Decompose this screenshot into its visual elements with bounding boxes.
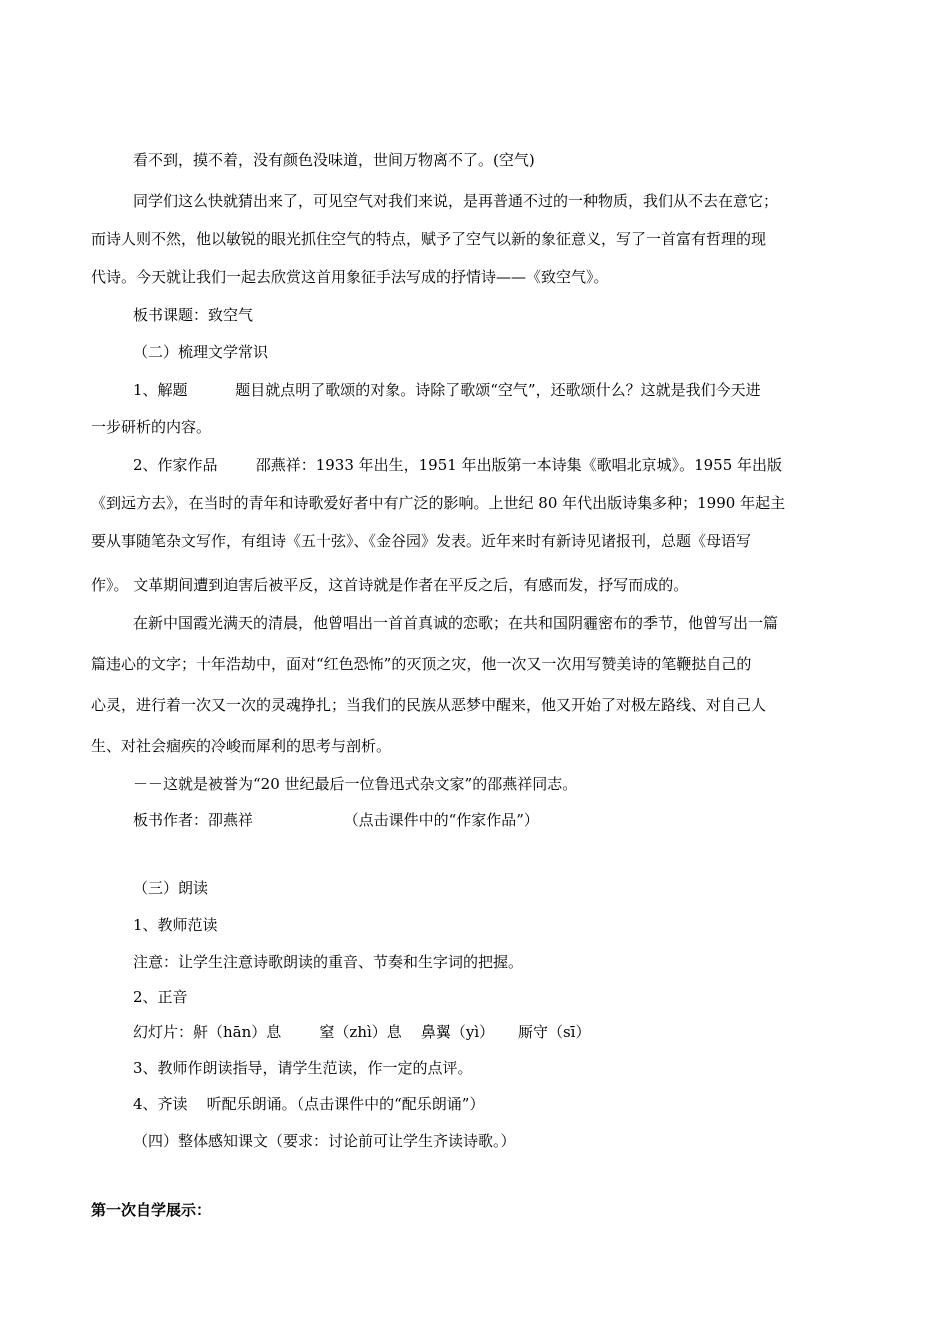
text-line: 4、齐读 听配乐朗诵。（点击课件中的“配乐朗诵”）: [133, 1095, 485, 1113]
text-line: 在新中国霞光满天的清晨，他曾唱出一首首真诚的恋歌；在共和国阴霾密布的季节，他曾写出一篇: [133, 614, 779, 632]
bold-heading: 第一次自学展示：: [91, 1201, 212, 1219]
text-line: 1、教师范读: [133, 916, 218, 934]
text-line: 代诗。今天就让我们一起去欣赏这首用象征手法写成的抒情诗——《致空气》。: [91, 268, 609, 286]
text-line: 2、作家作品 邵燕祥：1933 年出生，1951 年出版第一本诗集《歌唱北京城》。1955 年出版: [133, 456, 783, 474]
text-line: 作》。 文革期间遭到迫害后被平反，这首诗就是作者在平反之后，有感而发，抒写而成的。: [91, 576, 689, 594]
text-line: 看不到，摸不着，没有颜色没味道，世间万物离不了。(空气): [133, 151, 535, 169]
text-line: 篇违心的文字；十年浩劫中，面对“红色恐怖”的灭顶之灾，他一次又一次用写赞美诗的笔鞭挞自己的: [91, 655, 752, 673]
text-line: 《到远方去》，在当时的青年和诗歌爱好者中有广泛的影响。上世纪 80 年代出版诗集多种；1990 年起主: [91, 494, 786, 512]
section-heading: （二）梳理文学常识: [133, 343, 269, 361]
section-heading: （三）朗读: [133, 879, 209, 897]
text-line: 同学们这么快就猜出来了，可见空气对我们来说，是再普通不过的一种物质，我们从不去在意它；: [133, 192, 779, 210]
text-line: 2、正音: [133, 988, 188, 1006]
text-line: 要从事随笔杂文写作，有组诗《五十弦》、《金谷园》发表。近年来时有新诗见诸报刊，总题《母语写: [91, 532, 752, 550]
text-line: －－这就是被誉为“20 世纪最后一位鲁迅式杂文家”的邵燕祥同志。: [133, 775, 578, 793]
text-line: 注意：让学生注意诗歌朗读的重音、节奏和生字词的把握。: [133, 953, 524, 971]
text-line: 板书作者：卲燕祥 （点击课件中的“作家作品”）: [133, 811, 539, 829]
section-heading: （四）整体感知课文（要求：讨论前可让学生齐读诗歌。）: [133, 1132, 516, 1150]
text-line: 一步研析的内容。: [91, 418, 212, 436]
text-line: 心灵，进行着一次又一次的灵魂挣扎；当我们的民族从恶梦中醒来，他又开始了对极左路线、对自己人: [91, 696, 767, 714]
text-line: 幻灯片：鼾（hān）息 窒（zhì）息 鼻翼（yì） 厮守（sī）: [133, 1023, 591, 1041]
text-line: 生、对社会痼疾的冷峻而犀利的思考与剖析。: [91, 737, 392, 755]
text-line: 1、解题 题目就点明了歌颂的对象。诗除了歌颂“空气”，还歌颂什么？这就是我们今天进: [133, 381, 761, 399]
text-line: 3、教师作朗读指导，请学生范读，作一定的点评。: [133, 1059, 473, 1077]
text-line: 板书课题：致空气: [133, 306, 254, 324]
text-line: 而诗人则不然，他以敏锐的眼光抓住空气的特点，赋予了空气以新的象征意义，写了一首富有哲理的现: [91, 230, 767, 248]
